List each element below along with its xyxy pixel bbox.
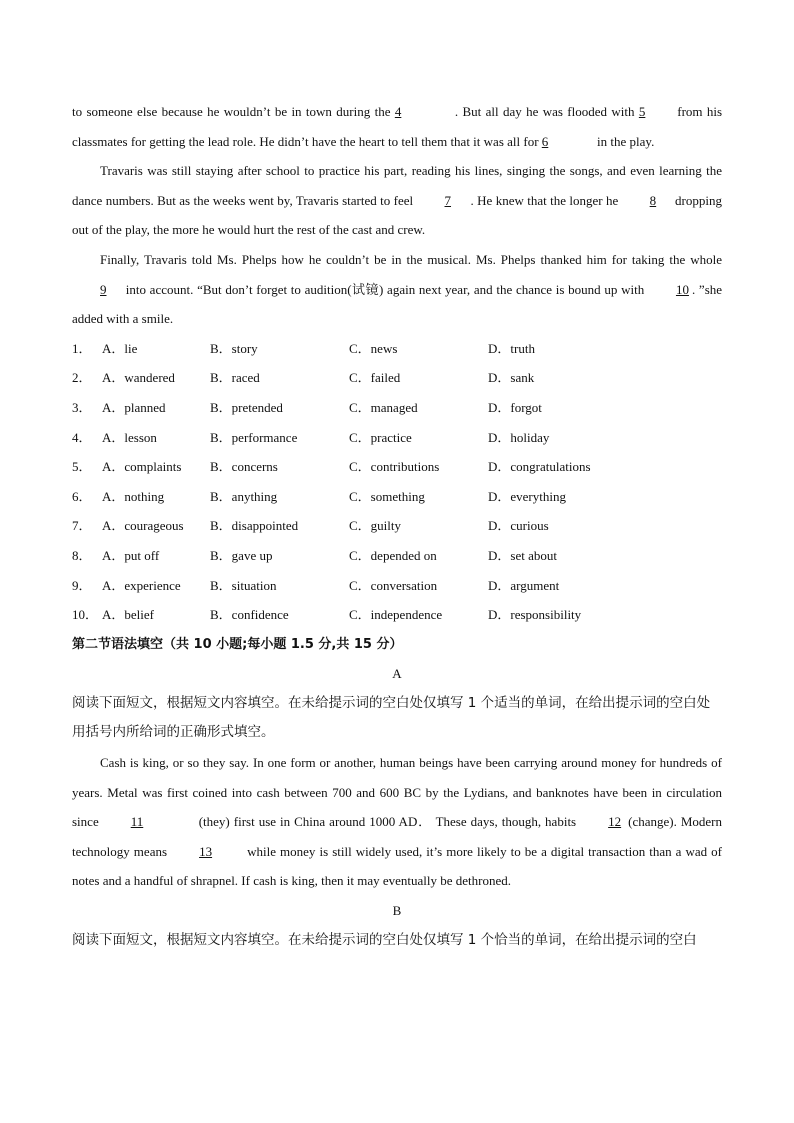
option-b: B．confidence	[210, 607, 289, 623]
option-a: A．courageous	[102, 518, 184, 534]
text: from his classmates for getting the lead role. He didn’t have the heart to tell them that it was all for	[72, 104, 723, 149]
text: while money is still widely used, it’s more likely to be a digital transaction than a wad of notes and a handful of shrapnel. If cash is king, then it may eventually be dethroned.	[72, 843, 723, 889]
option-b: B．raced	[210, 370, 260, 386]
option-d: D．truth	[488, 340, 535, 356]
option-row	[72, 423, 722, 453]
blank-8: 8	[649, 192, 657, 208]
question-number: 3．	[72, 399, 92, 415]
text: . But all day he was flooded with	[454, 104, 635, 119]
option-c: C．guilty	[349, 518, 402, 534]
option-row	[72, 452, 722, 482]
option-b: B．anything	[210, 488, 278, 504]
option-a: A．wandered	[102, 370, 175, 386]
text: to someone else because he wouldn’t be in town during the	[72, 104, 391, 119]
option-row	[72, 482, 722, 512]
blank-4: 4	[394, 104, 402, 119]
question-number: 10．	[72, 607, 99, 623]
option-row	[72, 541, 722, 571]
blank-10: 10	[675, 281, 689, 297]
option-a: A．lie	[102, 340, 138, 356]
option-d: D．argument	[488, 577, 560, 593]
instructions-b: 阅读下面短文，根据短文内容填空。在未给提示词的空白处仅填写 1 个恰当的单词，在给出提示词的空白	[72, 931, 697, 948]
blank-11: 11	[130, 814, 144, 830]
option-a: A．belief	[102, 607, 154, 623]
option-d: D．congratulations	[488, 459, 591, 475]
option-c: C．contributions	[349, 459, 440, 475]
option-d: D．responsibility	[488, 607, 582, 623]
text: Travaris was still staying after school to practice his part, reading his lines, singing the songs, and even learning the dance numbers. But as the weeks went by, Travaris started to feel	[72, 163, 722, 208]
option-c: C．depended on	[349, 547, 437, 563]
options-list	[72, 334, 722, 630]
option-c: C．failed	[349, 370, 401, 386]
option-c: C．something	[349, 488, 425, 504]
question-number: 8．	[72, 547, 92, 563]
passage-paragraph-1	[72, 97, 722, 156]
text: . ”she added with a smile.	[72, 281, 723, 327]
text: . He knew that the longer he	[470, 192, 619, 208]
option-row	[72, 393, 722, 423]
question-number: 9．	[72, 577, 92, 593]
question-number: 2．	[72, 370, 92, 386]
option-a: A．planned	[102, 399, 166, 415]
option-b: B．disappointed	[210, 518, 299, 534]
option-a: A．put off	[102, 547, 160, 563]
option-c: C．news	[349, 340, 398, 356]
option-b: B．pretended	[210, 399, 283, 415]
option-d: D．curious	[488, 518, 549, 534]
option-a: A．experience	[102, 577, 181, 593]
option-a: A．nothing	[102, 488, 165, 504]
option-d: D．sank	[488, 370, 535, 386]
option-row	[72, 600, 722, 630]
option-b: B．situation	[210, 577, 277, 593]
question-number: 1．	[72, 340, 92, 356]
question-number: 5．	[72, 459, 92, 475]
text: Cash is king, or so they say. In one form or another, human beings have been carrying around money for hundreds of years. Metal was first coined into cash between 700 and 600 BC by the Lydians, and banknotes have been in circulation since	[72, 755, 722, 830]
text: (change). Modern technology means	[72, 814, 722, 859]
option-a: A．complaints	[102, 459, 182, 475]
option-d: D．forgot	[488, 399, 542, 415]
option-c: C．practice	[349, 429, 412, 445]
instructions-a: 阅读下面短文，根据短文内容填空。在未给提示词的空白处仅填写 1 个适当的单词，在给出提示词的空白处用括号内所给词的正确形式填空。	[72, 694, 711, 741]
section-title: 第二节语法填空（共 10 小题;每小题 1.5 分,共 15 分）	[72, 636, 403, 652]
part-label-a: A	[392, 666, 402, 682]
text: in the play.	[597, 133, 655, 149]
question-number: 6．	[72, 488, 92, 504]
option-b: B．story	[210, 340, 258, 356]
text: into account. “But don’t forget to audition(试镜) again next year, and the chance is bound up with	[125, 281, 645, 297]
option-b: B．performance	[210, 429, 298, 445]
document-page	[72, 97, 722, 955]
option-row	[72, 334, 722, 364]
passage-paragraph-3	[72, 245, 722, 334]
blank-7: 7	[444, 192, 452, 208]
option-d: D．holiday	[488, 429, 550, 445]
blank-12: 12	[608, 814, 622, 830]
passage-paragraph-2	[72, 156, 722, 245]
option-a: A．lesson	[102, 429, 157, 445]
blank-9: 9	[100, 281, 107, 297]
option-row	[72, 511, 722, 541]
blank-13: 13	[199, 843, 213, 859]
blank-5: 5	[638, 104, 646, 119]
cash-paragraph	[72, 748, 722, 896]
text: Finally, Travaris told Ms. Phelps how he couldn’t be in the musical. Ms. Phelps thanked him for taking the whole	[100, 251, 722, 267]
option-row	[72, 363, 722, 393]
part-label-b: B	[392, 903, 402, 919]
question-number: 7．	[72, 518, 92, 534]
option-row	[72, 571, 722, 601]
text: (they) first use in China around 1000 AD． These days, though, habits	[198, 814, 577, 830]
option-b: B．gave up	[210, 547, 273, 563]
text: dropping out of the play, the more he would hurt the rest of the cast and crew.	[72, 192, 722, 238]
option-c: C．conversation	[349, 577, 438, 593]
option-c: C．managed	[349, 399, 418, 415]
option-c: C．independence	[349, 607, 443, 623]
option-d: D．set about	[488, 547, 557, 563]
blank-6: 6	[541, 133, 549, 149]
question-number: 4．	[72, 429, 92, 445]
option-b: B．concerns	[210, 459, 278, 475]
option-d: D．everything	[488, 488, 566, 504]
